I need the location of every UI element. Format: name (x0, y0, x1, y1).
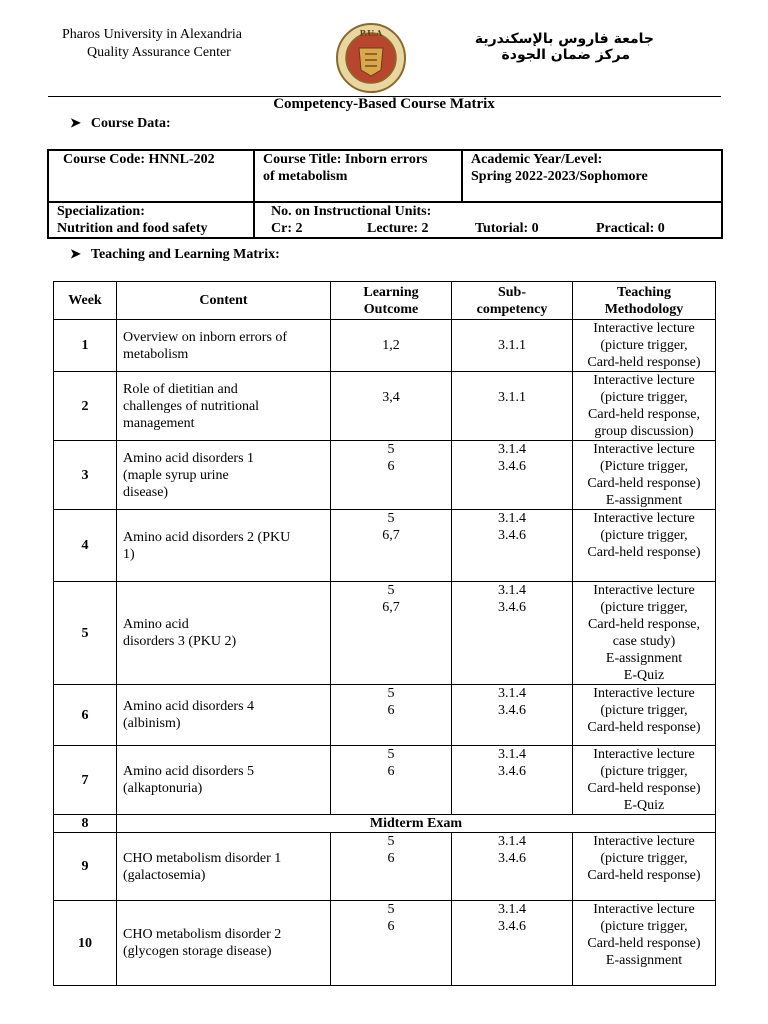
sub-competency-line: 3.1.4 (498, 442, 526, 457)
sub-competency-line: 3.1.4 (498, 511, 526, 526)
learning-outcome-line: 5 (387, 583, 395, 598)
content-cell (117, 901, 331, 986)
arrow-bullet-icon: ➤ (70, 115, 81, 130)
course-code-cell (48, 150, 254, 202)
learning-outcome-line: 5 (387, 747, 395, 762)
content-line: disease) (123, 484, 169, 500)
teaching-methodology-line: Interactive lecture (593, 747, 695, 762)
learning-outcome-line: 3,4 (382, 390, 400, 405)
university-logo (335, 22, 407, 94)
teaching-methodology-cell (573, 320, 716, 372)
col-sub-competency-line1: Sub- (497, 284, 527, 300)
content-line: disorders 3 (PKU 2) (123, 634, 237, 649)
col-content: Content (117, 282, 331, 320)
teaching-methodology-line: (picture trigger, (600, 528, 688, 543)
specialization-value: Nutrition and food safety (57, 221, 208, 236)
sub-competency-line: 3.1.1 (498, 338, 526, 353)
learning-outcome-line: 6 (387, 703, 395, 718)
units-cell (254, 202, 722, 238)
table-row (54, 685, 716, 746)
units-label: No. on Instructional Units: (271, 204, 432, 219)
week-cell: 1 (54, 320, 117, 372)
sub-competency-line: 3.4.6 (498, 600, 526, 615)
col-learning-outcome (331, 282, 452, 320)
teaching-methodology-line: Card-held response) (587, 868, 701, 883)
learning-outcome-cell (331, 582, 452, 685)
table-row (54, 372, 716, 441)
table-row (54, 441, 716, 510)
course-info-table (47, 149, 723, 239)
learning-outcome-cell (331, 372, 452, 441)
sub-competency-line (452, 320, 572, 337)
logo-letters: P.U.A (359, 28, 383, 38)
header-left (62, 26, 242, 62)
units-cr: Cr: 2 (271, 221, 303, 236)
teaching-methodology-cell (573, 582, 716, 685)
document-title: Competency-Based Course Matrix (273, 96, 495, 112)
week-cell: 9 (54, 833, 117, 901)
content-line: (galactosemia) (123, 867, 206, 883)
learning-outcome-line: 6,7 (382, 600, 400, 615)
university-name: Pharos University in Alexandria (62, 27, 243, 42)
content-line: challenges of nutritional (123, 398, 260, 414)
week-cell: 2 (54, 372, 117, 441)
academic-year-value: Spring 2022-2023/Sophomore (471, 169, 648, 184)
midterm-exam-cell: Midterm Exam (117, 815, 716, 833)
sub-competency-cell (452, 582, 573, 685)
teaching-methodology-line: (picture trigger, (600, 764, 688, 779)
teaching-methodology-line: Interactive lecture (593, 442, 695, 457)
sub-competency-cell (452, 372, 573, 441)
specialization-cell (48, 202, 254, 238)
sub-competency-cell (452, 685, 573, 746)
learning-outcome-cell (331, 901, 452, 986)
week-cell: 10 (54, 901, 117, 986)
teaching-methodology-cell (573, 901, 716, 986)
teaching-methodology-line: Card-held response) (587, 720, 701, 735)
sub-competency-line: 3.1.4 (498, 686, 526, 701)
learning-outcome-line: 5 (387, 834, 395, 849)
teaching-methodology-line: Card-held response, (588, 407, 700, 422)
teaching-methodology-line: group discussion) (594, 424, 694, 439)
teaching-methodology-cell (573, 372, 716, 441)
content-line: Amino acid (123, 617, 189, 632)
teaching-methodology-line: Card-held response) (587, 355, 701, 370)
learning-outcome-line: 5 (387, 902, 395, 917)
learning-outcome-line: 6 (387, 919, 395, 934)
content-cell (117, 372, 331, 441)
teaching-methodology-cell (573, 510, 716, 582)
sub-competency-cell (452, 320, 573, 372)
course-data-label: Course Data: (90, 116, 171, 131)
course-title-line1: Course Title: Inborn errors (263, 152, 428, 167)
course-code: Course Code: HNNL-202 (63, 152, 215, 167)
col-learning-outcome-line1: Learning (363, 284, 419, 300)
sub-competency-line: 3.1.4 (498, 583, 526, 598)
learning-outcome-line: 6,7 (382, 528, 400, 543)
content-line: (maple syrup urine (123, 467, 229, 483)
teaching-methodology-line: E-assignment (605, 651, 683, 666)
learning-outcome-line: 5 (387, 511, 395, 526)
teaching-methodology-line: Interactive lecture (593, 902, 695, 917)
content-line: Amino acid disorders 2 (PKU (123, 529, 291, 545)
learning-outcome-line: 1,2 (382, 338, 400, 353)
content-line: Amino acid disorders 5 (123, 764, 255, 779)
week-cell: 5 (54, 582, 117, 685)
academic-year-label: Academic Year/Level: (471, 152, 603, 167)
learning-outcome-line (331, 372, 451, 389)
academic-year-cell (462, 150, 722, 202)
col-teaching-methodology-line2: Methodology (604, 301, 684, 317)
teaching-learning-matrix (53, 281, 716, 986)
content-cell (117, 685, 331, 746)
teaching-methodology-line: Interactive lecture (593, 583, 695, 598)
sub-competency-line: 3.4.6 (498, 703, 526, 718)
matrix-body (54, 320, 716, 986)
content-line: Amino acid disorders 4 (123, 699, 255, 714)
teaching-methodology-line: Card-held response) (587, 781, 701, 796)
teaching-methodology-line: (picture trigger, (600, 703, 688, 718)
table-row (54, 510, 716, 582)
content-cell (117, 582, 331, 685)
learning-outcome-cell (331, 441, 452, 510)
teaching-methodology-cell (573, 833, 716, 901)
learning-outcome-cell (331, 510, 452, 582)
sub-competency-line: 3.1.1 (498, 390, 526, 405)
col-teaching-methodology-line1: Teaching (617, 284, 671, 300)
col-week: Week (54, 282, 117, 320)
content-cell (117, 510, 331, 582)
week-cell: 7 (54, 746, 117, 815)
sub-competency-cell (452, 901, 573, 986)
teaching-methodology-line: (picture trigger, (600, 390, 688, 405)
sub-competency-cell (452, 746, 573, 815)
header-right (475, 31, 654, 63)
learning-outcome-line: 6 (387, 459, 395, 474)
course-title-line2: of metabolism (263, 169, 348, 184)
units-practical: Practical: 0 (596, 221, 665, 236)
content-cell (117, 441, 331, 510)
content-cell (117, 746, 331, 815)
content-line: metabolism (123, 346, 189, 362)
learning-outcome-cell (331, 833, 452, 901)
learning-outcome-cell (331, 746, 452, 815)
table-row (54, 746, 716, 815)
teaching-methodology-line: Card-held response, (588, 617, 700, 632)
table-row-midterm (54, 815, 716, 833)
sub-competency-cell (452, 833, 573, 901)
teaching-methodology-line: E-Quiz (623, 798, 665, 813)
learning-outcome-line: 5 (387, 686, 395, 701)
teaching-methodology-line: Card-held response) (587, 476, 701, 491)
teaching-methodology-line: E-Quiz (623, 668, 665, 683)
content-cell (117, 320, 331, 372)
teaching-methodology-cell (573, 441, 716, 510)
content-line: (albinism) (123, 716, 181, 731)
center-name-arabic: مركز ضمان الجودة (501, 47, 630, 63)
learning-outcome-line: 6 (387, 851, 395, 866)
learning-outcome-line: 5 (387, 442, 395, 457)
teaching-methodology-line: case study) (612, 634, 676, 649)
col-sub-competency (452, 282, 573, 320)
university-name-arabic: جامعة فاروس بالإسكندرية (474, 31, 654, 47)
col-learning-outcome-line2: Outcome (363, 301, 419, 317)
sub-competency-line: 3.4.6 (498, 459, 526, 474)
teaching-methodology-line: (picture trigger, (600, 600, 688, 615)
arrow-bullet-icon: ➤ (70, 246, 81, 261)
teaching-methodology-cell (573, 746, 716, 815)
course-data-heading (70, 115, 171, 132)
week-cell: 4 (54, 510, 117, 582)
teaching-matrix-label: Teaching and Learning Matrix: (90, 247, 280, 262)
learning-outcome-cell (331, 320, 452, 372)
units-tutorial: Tutorial: 0 (475, 221, 539, 236)
teaching-methodology-line: Interactive lecture (593, 686, 695, 701)
content-line: 1) (123, 546, 135, 562)
content-line: CHO metabolism disorder 2 (123, 927, 282, 942)
content-line: Overview on inborn errors of (123, 329, 288, 345)
learning-outcome-line (331, 320, 451, 337)
teaching-methodology-line: Interactive lecture (593, 373, 695, 388)
teaching-methodology-line: Interactive lecture (593, 321, 695, 336)
sub-competency-line: 3.4.6 (498, 528, 526, 543)
teaching-methodology-line: (Picture trigger, (599, 459, 689, 474)
sub-competency-line (452, 372, 572, 389)
teaching-methodology-line: Interactive lecture (593, 834, 695, 849)
content-line: Role of dietitian and (123, 381, 238, 397)
teaching-methodology-line: (picture trigger, (600, 338, 688, 353)
sub-competency-line: 3.1.4 (498, 747, 526, 762)
week-cell: 6 (54, 685, 117, 746)
sub-competency-cell (452, 510, 573, 582)
sub-competency-line: 3.1.4 (498, 834, 526, 849)
content-line: (glycogen storage disease) (123, 944, 272, 959)
content-line: CHO metabolism disorder 1 (123, 850, 282, 866)
table-row (54, 320, 716, 372)
week-cell: 8 (54, 815, 117, 833)
units-lecture: Lecture: 2 (367, 221, 429, 236)
center-name: Quality Assurance Center (87, 45, 231, 60)
teaching-methodology-cell (573, 685, 716, 746)
content-line: Amino acid disorders 1 (123, 450, 255, 466)
teaching-matrix-heading (70, 246, 280, 263)
sub-competency-cell (452, 441, 573, 510)
col-sub-competency-line2: competency (476, 301, 548, 317)
table-row (54, 901, 716, 986)
specialization-label: Specialization: (57, 204, 145, 219)
teaching-methodology-line: E-assignment (605, 953, 683, 968)
teaching-methodology-line: Card-held response) (587, 545, 701, 560)
teaching-methodology-line: Interactive lecture (593, 511, 695, 526)
sub-competency-line: 3.4.6 (498, 851, 526, 866)
col-teaching-methodology (573, 282, 716, 320)
table-row (54, 582, 716, 685)
course-title-cell (254, 150, 462, 202)
teaching-methodology-line: (picture trigger, (600, 919, 688, 934)
teaching-methodology-line: E-assignment (605, 493, 683, 508)
sub-competency-line: 3.1.4 (498, 902, 526, 917)
content-line: management (123, 415, 195, 431)
content-cell (117, 833, 331, 901)
table-row (54, 833, 716, 901)
week-cell: 3 (54, 441, 117, 510)
units-values (271, 220, 713, 237)
learning-outcome-line: 6 (387, 764, 395, 779)
teaching-methodology-line: (picture trigger, (600, 851, 688, 866)
learning-outcome-cell (331, 685, 452, 746)
sub-competency-line: 3.4.6 (498, 764, 526, 779)
content-line: (alkaptonuria) (123, 781, 203, 796)
sub-competency-line: 3.4.6 (498, 919, 526, 934)
teaching-methodology-line: Card-held response) (587, 936, 701, 951)
